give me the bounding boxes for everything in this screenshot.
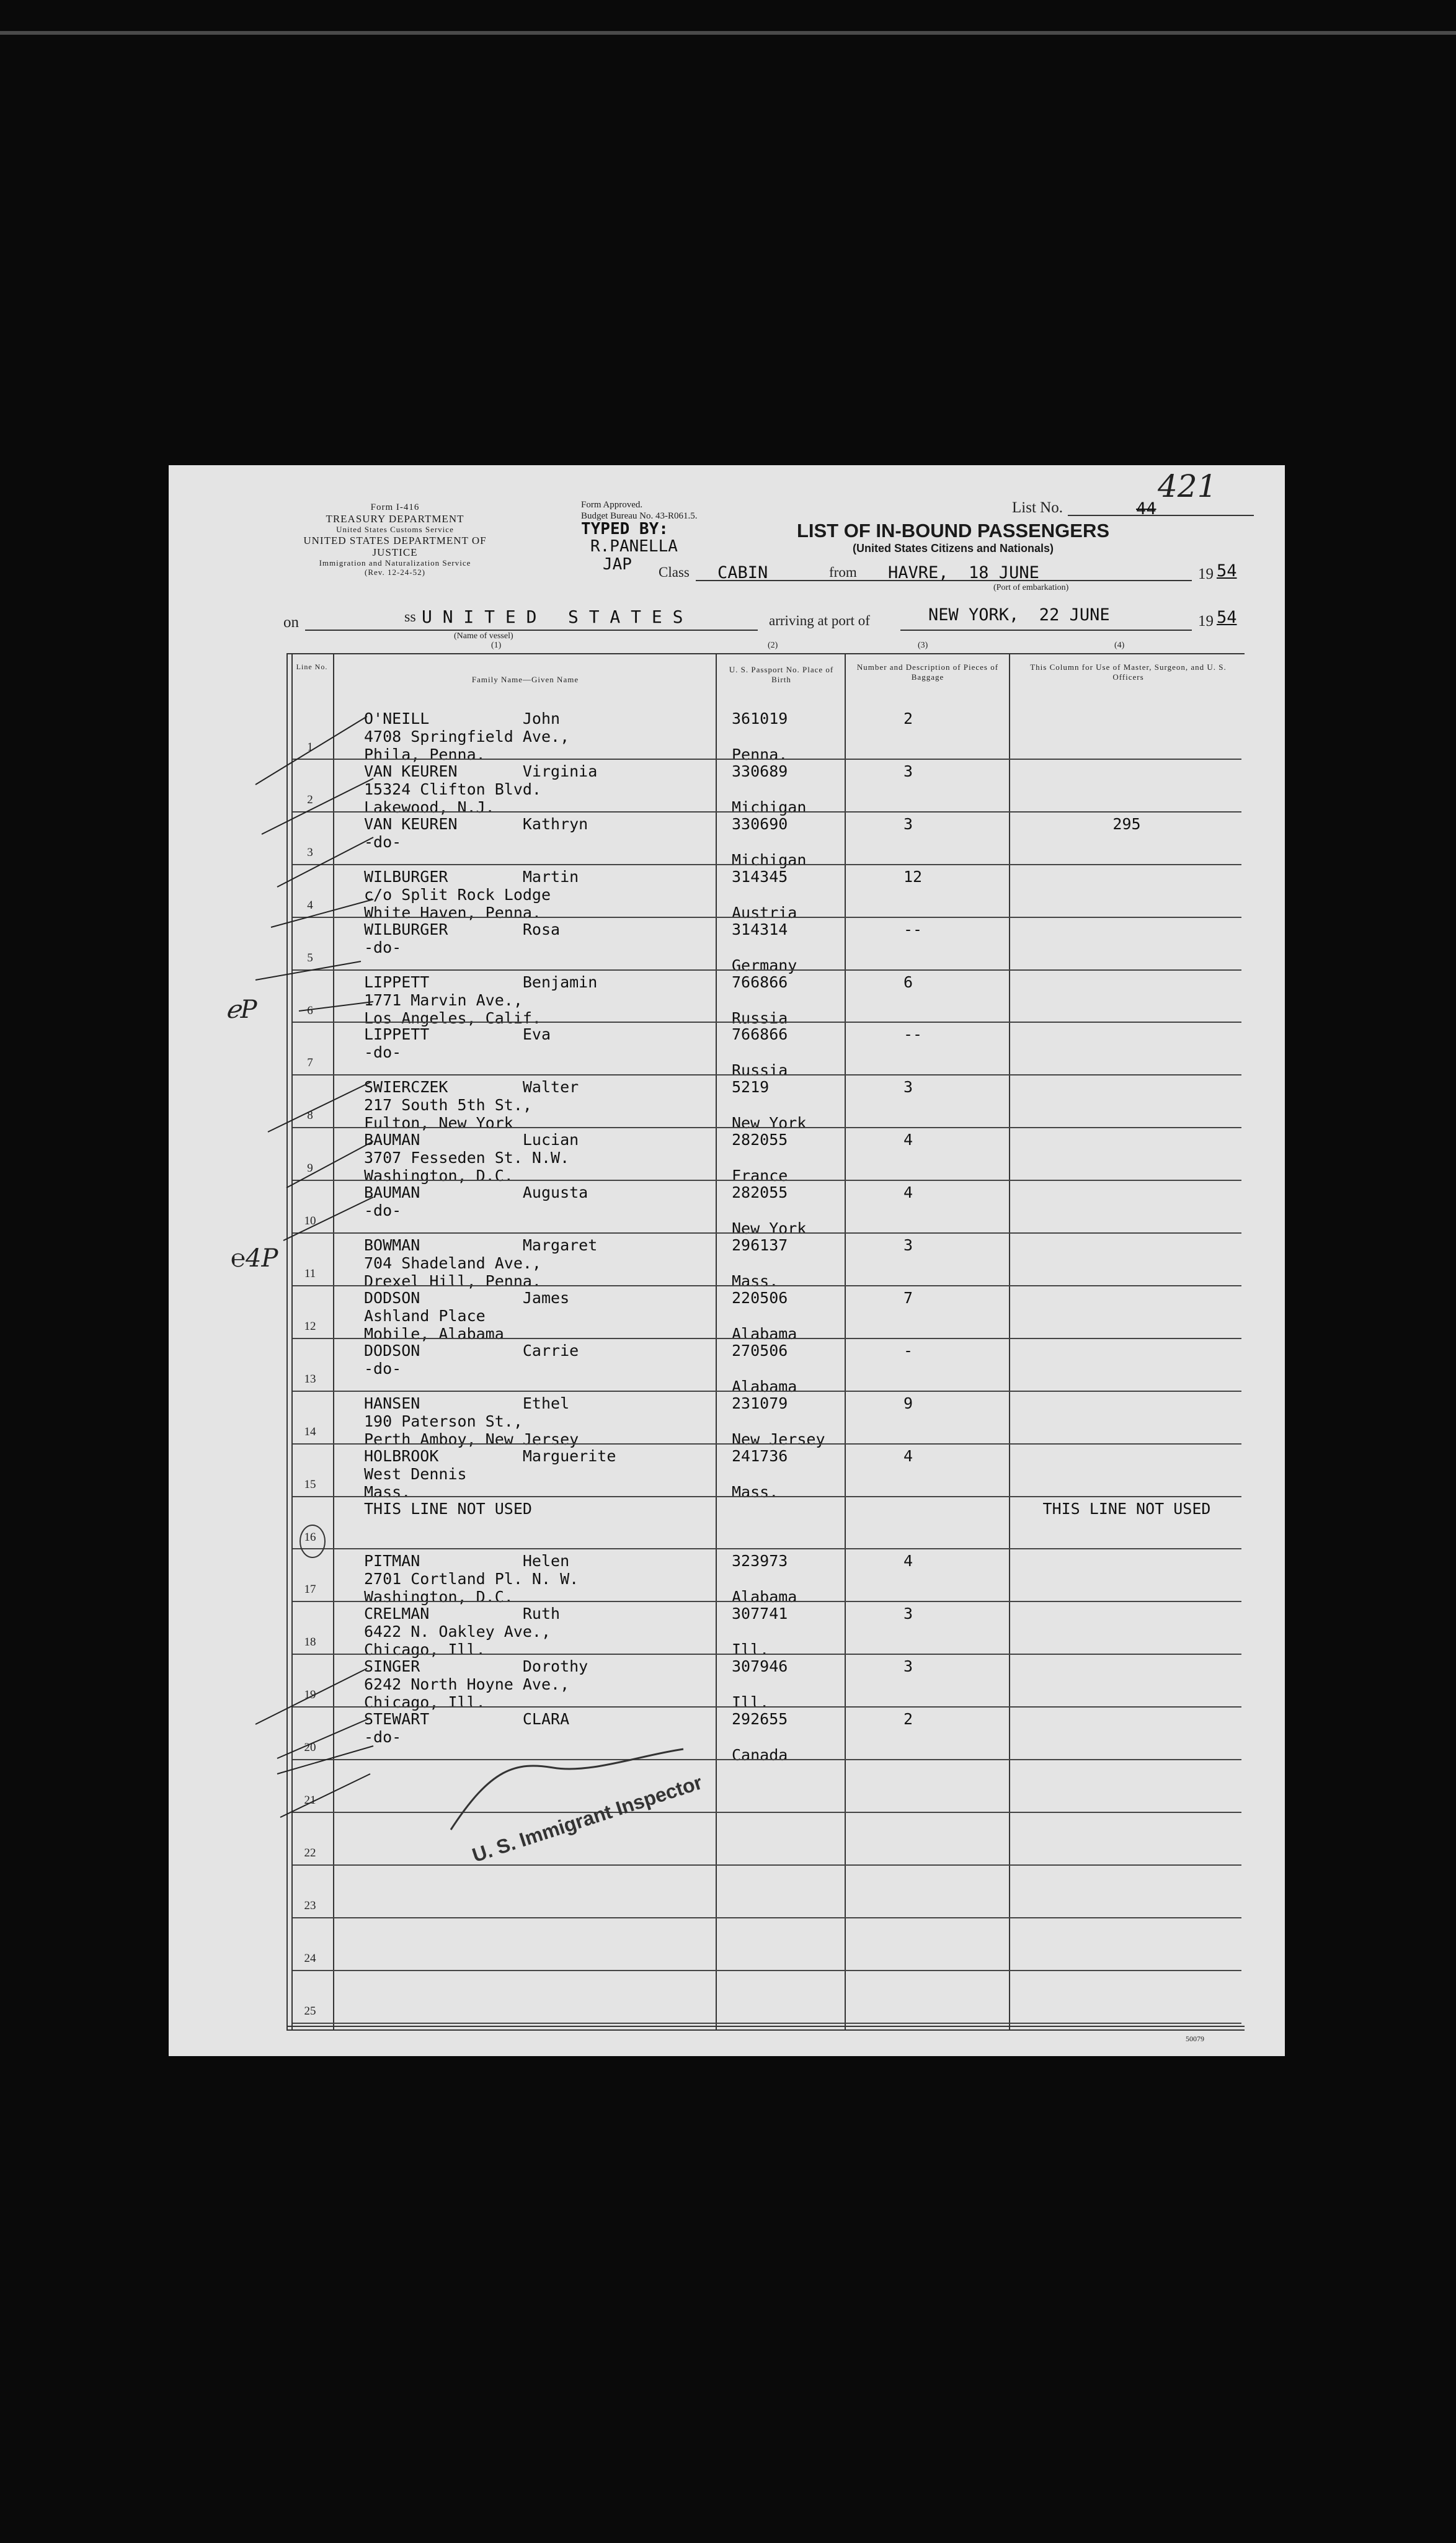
col-header-line: Line No. [296,662,328,671]
passport-birthplace: 307946 Ill. [732,1657,788,1712]
line-number: 8 [307,1109,313,1123]
passport-birthplace: 323973 Alabama [732,1552,797,1606]
passport-birthplace: 766866 Russia [732,973,788,1027]
passenger-list-form [169,465,1285,2056]
line-number: 20 [304,1741,316,1755]
line-number: 11 [304,1267,316,1280]
col-header-name: Family Name—Given Name [471,675,579,684]
baggage-count: 3 [903,814,913,833]
passport-birthplace: 5219 New York [732,1078,807,1133]
baggage-count: 4 [903,1131,913,1149]
officer-note: THIS LINE NOT USED [1042,1499,1211,1518]
film-edge [0,31,1456,35]
col-header-officers: This Column for Use of Master, Surgeon, and U. S. Officers [1030,662,1227,682]
baggage-count: 4 [903,1446,913,1465]
baggage-count: 6 [903,973,913,991]
passport-birthplace: 270506 Alabama [732,1341,797,1396]
passenger-name-address: HOLBROOK Marguerite West Dennis Mass. [364,1446,616,1501]
baggage-count: 3 [903,1605,913,1623]
passport-birthplace: 314345 Austria [732,867,797,922]
passport-birthplace: 307741 Ill. [732,1605,788,1659]
margin-note-e4p: ℮4P [231,1244,278,1273]
line-number: 10 [304,1214,316,1228]
line-number: 17 [304,1583,316,1597]
line-number: 23 [304,1899,316,1912]
baggage-count: 9 [903,1394,913,1412]
arriving-value: NEW YORK, 22 JUNE [928,605,1110,625]
passport-birthplace: 330689 Michigan [732,762,807,816]
passenger-name-address: VAN KEUREN Kathryn -do- [364,814,588,851]
baggage-count: 4 [903,1552,913,1570]
form-id: Form I-416 [370,502,420,512]
passenger-name-address: WILBURGER Rosa -do- [364,920,561,956]
budget-bureau: Budget Bureau No. 43-R061.5. [581,511,698,521]
ss-label: ss [404,609,416,625]
passport-birthplace: 296137 Mass. [732,1236,788,1290]
page-title: LIST OF IN-BOUND PASSENGERS [796,520,1110,541]
col-number-3: (3) [918,641,928,650]
passport-birthplace: 282055 New York [732,1183,807,1238]
passenger-name-address: WILBURGER Martin c/o Split Rock Lodge White Haven, Penna. [364,867,579,922]
customs-service: United States Customs Service [336,524,454,534]
passenger-name-address: PITMAN Helen 2701 Cortland Pl. N. W. Washington, D.C. [364,1552,579,1606]
passport-birthplace: 241736 Mass. [732,1446,788,1501]
baggage-count: 2 [903,1710,913,1729]
col-header-passport: U. S. Passport No. Place of Birth [729,665,834,685]
passport-birthplace: 330690 Michigan [732,814,807,869]
passenger-name-address: HANSEN Ethel 190 Paterson St., Perth Amboy, New Jersey [364,1394,579,1448]
class-value: CABIN [717,563,768,582]
passport-birthplace: 220506 Alabama [732,1288,797,1343]
typist-initials: JAP [603,555,632,574]
list-no-value: 44 [1136,499,1156,519]
passenger-name-address: LIPPETT Eva -do- [364,1025,551,1062]
line-number: 4 [307,898,313,912]
passenger-name-address: SINGER Dorothy 6242 North Hoyne Ave., Chicago, Ill. [364,1657,588,1712]
line-number: 7 [307,1056,313,1070]
passport-birthplace: 314314 Germany [732,920,797,974]
form-footer-code: 50079 [1186,2034,1204,2043]
passport-birthplace: 292655 Canada [732,1710,788,1765]
line-number: 6 [307,1004,313,1017]
baggage-count: -- [903,920,923,938]
passenger-name-address: LIPPETT Benjamin 1771 Marvin Ave., Los Angeles, Calif. [364,973,598,1027]
passport-birthplace: 231079 New Jersey [732,1394,825,1448]
arriving-label: arriving at port of [769,613,870,628]
from-label: from [829,564,857,580]
handwritten-list-number: 421 [1158,468,1217,504]
year-prefix: 19 [1198,566,1214,582]
col-number-1: (1) [491,641,502,650]
passenger-name-address: O'NEILL John 4708 Springfield Ave., Phila, Penna. [364,710,570,764]
officer-note: 295 [1112,814,1141,833]
baggage-count: 3 [903,1236,913,1254]
passenger-name-address: BOWMAN Margaret 704 Shadeland Ave., Drexel Hill, Penna. [364,1236,598,1290]
passenger-name-address: DODSON Carrie -do- [364,1341,579,1378]
line-number: 15 [304,1477,316,1491]
margin-note-ep: ℯP [226,995,257,1024]
immigrant-inspector-stamp: U. S. Immigrant Inspector [469,1771,705,1867]
passport-birthplace: 361019 Penna. [732,710,788,764]
baggage-count: -- [903,1025,923,1044]
line-number: 13 [304,1372,316,1386]
baggage-count: 3 [903,1078,913,1097]
justice-dept: UNITED STATES DEPARTMENT OF JUSTICE [303,534,487,559]
baggage-count: 3 [903,762,913,780]
passenger-name-address: VAN KEUREN Virginia 15324 Clifton Blvd. Lakewood, N.J. [364,762,598,816]
vessel-name: U N I T E D S T A T E S [422,607,683,627]
line-number: 9 [307,1162,313,1175]
typist-name: R.PANELLA [590,537,678,556]
line-number: 16 [304,1530,316,1544]
line-number: 1 [307,741,313,754]
passenger-name-address: DODSON James Ashland Place Mobile, Alabama [364,1288,570,1343]
baggage-count: 7 [903,1288,913,1307]
line-number: 18 [304,1636,316,1649]
baggage-count: 4 [903,1183,913,1202]
line-number: 19 [304,1688,316,1702]
col-header-baggage: Number and Description of Pieces of Baggage [856,662,999,682]
port-embark-note: (Port of embarkation) [993,583,1069,592]
passenger-name-address: STEWART CLARA -do- [364,1710,570,1747]
year-suffix-2: 54 [1217,608,1237,627]
col-number-4: (4) [1114,641,1125,650]
form-approved: Form Approved. [581,500,643,510]
on-label: on [283,614,299,631]
class-label: Class [659,564,690,580]
line-number: 3 [307,845,313,859]
passport-birthplace: 766866 Russia [732,1025,788,1080]
passenger-name-address: THIS LINE NOT USED [364,1499,532,1518]
year-prefix-2: 19 [1198,613,1214,630]
line-number: 21 [304,1794,316,1807]
vessel-note: (Name of vessel) [454,631,513,641]
handwritten-tick-marks [169,465,1285,2056]
typed-by-label: TYPED BY: [581,520,668,538]
passenger-name-address: BAUMAN Augusta -do- [364,1183,588,1220]
line-number: 12 [304,1319,316,1333]
baggage-count: 2 [903,710,913,728]
baggage-count: 3 [903,1657,913,1676]
list-no-label: List No. [1012,499,1063,516]
line-number: 2 [307,793,313,806]
passenger-name-address: CRELMAN Ruth 6422 N. Oakley Ave., Chicago, Ill. [364,1605,561,1659]
from-value: HAVRE, 18 JUNE [888,563,1039,582]
form-revision: (Rev. 12-24-52) [365,567,425,577]
baggage-count: 12 [903,867,923,886]
line-number: 24 [304,1951,316,1965]
treasury-dept: TREASURY DEPARTMENT [326,513,464,525]
passenger-name-address: BAUMAN Lucian 3707 Fesseden St. N.W. Washington, D.C. [364,1131,579,1185]
line-number: 22 [304,1846,316,1859]
year-suffix: 54 [1217,561,1237,581]
line-number: 14 [304,1425,316,1438]
line-number: 5 [307,951,313,964]
passport-birthplace: 282055 France [732,1131,788,1185]
baggage-count: - [903,1341,913,1360]
passenger-name-address: SWIERCZEK Walter 217 South 5th St., Fulton, New York [364,1078,579,1133]
ins-service: Immigration and Naturalization Service [319,558,471,568]
col-number-2: (2) [768,641,778,650]
line-number: 25 [304,2004,316,2018]
page-subtitle: (United States Citizens and Nationals) [852,541,1054,554]
